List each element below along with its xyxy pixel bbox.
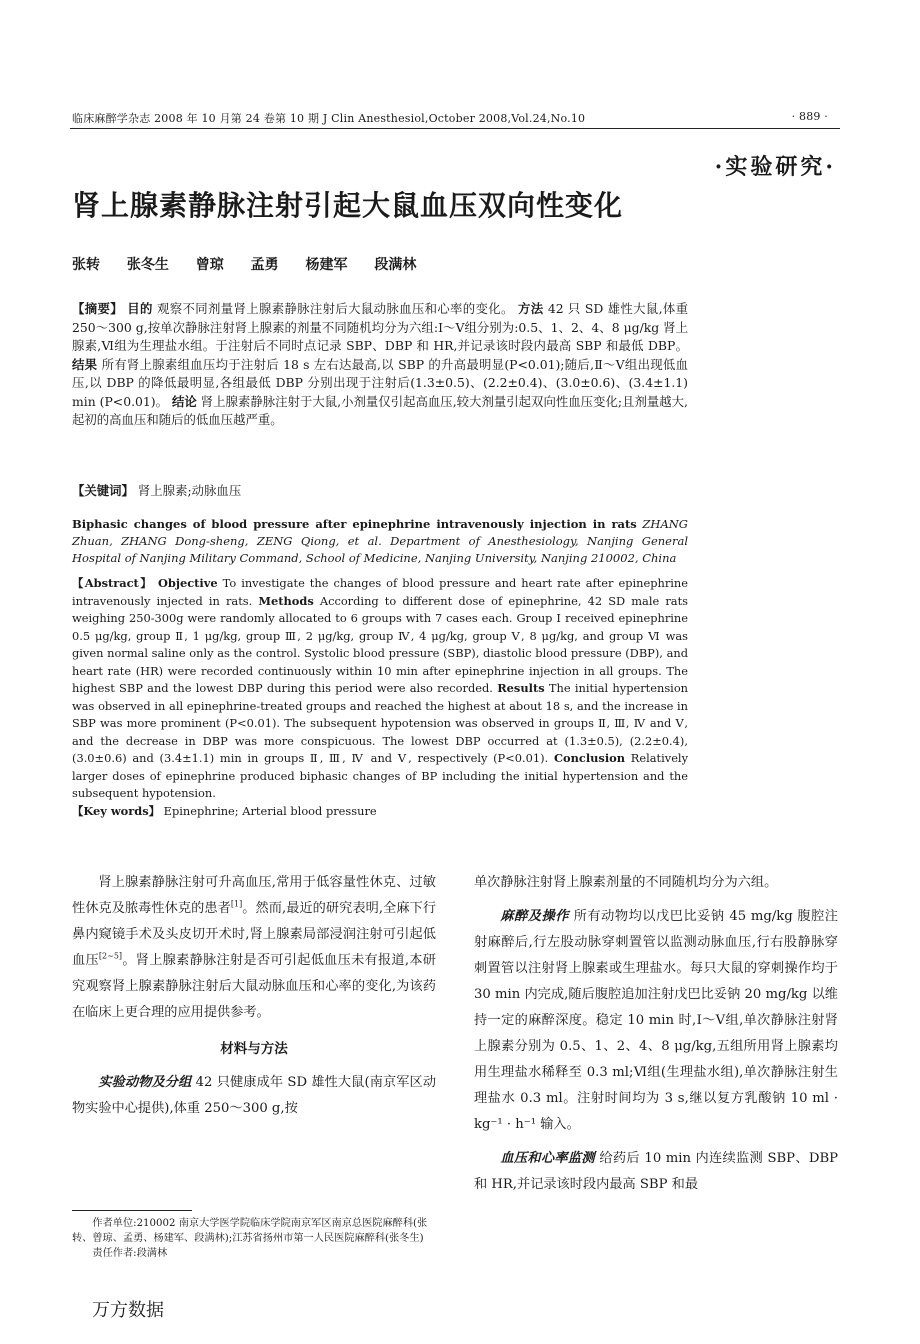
bp-monitoring-label: 血压和心率监测 bbox=[500, 1151, 595, 1166]
english-abstract bbox=[72, 575, 688, 820]
database-watermark: 万方数据 bbox=[92, 1300, 164, 1321]
method-text: 42 只 SD 雄性大鼠,体重 250～300 g,按单次静脉注射肾上腺素的剂量不同随机均分为六组:Ⅰ～Ⅴ组分别为:0.5、1、2、4、8 μg/kg 肾上腺素,Ⅵ组为生理盐水组。于注射后不同时点记录 SBP、DBP 和 HR,并记录该时段内最高 SBP 和最低 DBP。 bbox=[72, 301, 688, 353]
methods-text: According to different dose of epinephrine, 42 SD male rats weighing 250-300g were randomly allocated to 6 groups with 7 cases each. Group Ⅰ received epinephrine 0.5 μg/kg, group Ⅱ, 1 μg/kg, group Ⅲ, 2 μg/kg, group Ⅳ, 4 μg/kg, group Ⅴ, 8 μg/kg, and group Ⅵ was given normal saline only as the control. Systolic blood pressure (SBP), diastolic blood pressure (DBP), and heart rate (HR) were recorded continuously within 10 min after epinephrine injection in all groups. The highest SBP and the lowest DBP during this period were also recorded. bbox=[72, 593, 688, 695]
animals-paragraph: 实验动物及分组 42 只健康成年 SD 雄性大鼠(南京军区动物实验中心提供),体重 250～300 g,按 bbox=[72, 1075, 437, 1116]
author-name: 曾琼 bbox=[195, 257, 224, 273]
english-title: Biphasic changes of blood pressure after epinephrine intravenously injection in rats bbox=[72, 517, 637, 531]
page-number: · 889 · bbox=[791, 110, 828, 123]
intro-paragraph: 肾上腺素静脉注射可升高血压,常用于低容量性休克、过敏性休克及脓毒性休克的患者[1]。然而,最近的研究表明,全麻下行鼻内窥镜手术及头皮切开术时,肾上腺素局部浸润注射可引起低血压[2~5]。肾上腺素静脉注射是否可引起低血压未有报道,本研究观察肾上腺素静脉注射后大鼠动脉血压和心率的变化,为该药在临床上更合理的应用提供参考。 bbox=[72, 875, 437, 1020]
anesthesia-paragraph: 麻醉及操作 所有动物均以戊巴比妥钠 45 mg/kg 腹腔注射麻醉后,行左股动脉穿刺置管以监测动脉血压,行右股静脉穿刺置管以注射肾上腺素或生理盐水。每只大鼠的穿刺操作均于 30 min 内完成,随后腹腔追加注射戊巴比妥钠 20 mg/kg 以维持一定的麻醉深度。稳定 10 min 时,Ⅰ～Ⅴ组,单次静脉注射肾上腺素分别为 0.5、1、2、4、8 μg/kg,五组所用肾上腺素均用生理盐水稀释至 0.3 ml;Ⅵ组(生理盐水组),单次静脉注射生理盐水 0.3 ml。注射时间均为 3 s,继以复方乳酸钠 10 ml · kg⁻¹ · h⁻¹ 输入。 bbox=[474, 909, 838, 1132]
keywords-text: Epinephrine; Arterial blood pressure bbox=[163, 803, 377, 818]
animals-label: 实验动物及分组 bbox=[98, 1075, 192, 1090]
body-right-column bbox=[474, 870, 838, 1198]
anesthesia-label: 麻醉及操作 bbox=[500, 909, 569, 924]
body-left-column bbox=[72, 870, 436, 1122]
conclusion-label: 结论 bbox=[171, 393, 197, 409]
author-name: 段满林 bbox=[374, 257, 417, 273]
english-authors-affiliation: ZHANG Zhuan, ZHANG Dong-sheng, ZENG Qiong, et al. Department of Anesthesiology, Nanjing General Hospital of Nanjing Military Command, School of Medicine, Nanjing University, Nanjing 210002, China bbox=[72, 517, 688, 565]
reference-citation: [2~5] bbox=[98, 951, 123, 961]
results-label: Results bbox=[497, 681, 545, 695]
conclusion-text: 肾上腺素静脉注射于大鼠,小剂量仅引起高血压,较大剂量引起双向性血压变化;且剂量越大,起初的高血压和随后的低血压越严重。 bbox=[72, 393, 688, 427]
results-text: The initial hypertension was observed in all epinephrine-treated groups and reached the highest at about 18 s, and the increase in SBP was more prominent (P<0.01). The subsequent hypotension was observed in groups Ⅱ, Ⅲ, Ⅳ and Ⅴ, and the decrease in DBP was more conspicuous. The lowest DBP occurred at (1.3±0.5), (2.2±0.4), (3.0±0.6) and (3.4±1.1) min in groups Ⅱ, Ⅲ, Ⅳ and Ⅴ, respectively (P<0.01). bbox=[72, 681, 689, 765]
keywords-label: 【Key words】 bbox=[72, 803, 161, 818]
footnote bbox=[72, 1216, 440, 1261]
objective-text: 观察不同剂量肾上腺素静脉注射后大鼠动脉血压和心率的变化。 bbox=[157, 301, 514, 316]
author-list bbox=[72, 254, 438, 274]
chinese-keywords bbox=[72, 482, 688, 501]
abstract-label: 【摘要】 bbox=[72, 301, 123, 316]
author-name: 张转 bbox=[72, 257, 100, 273]
corresponding-author: 责任作者:段满林 bbox=[92, 1248, 168, 1259]
author-name: 杨建军 bbox=[305, 257, 348, 273]
article-title: 肾上腺素静脉注射引起大鼠血压双向性变化 bbox=[72, 189, 624, 222]
method-label: 方法 bbox=[518, 301, 544, 316]
conclusion-label: Conclusion bbox=[553, 751, 626, 765]
bp-monitoring-paragraph: 血压和心率监测 给药后 10 min 内连续监测 SBP、DBP 和 HR,并记录该时段内最高 SBP 和最 bbox=[474, 1151, 839, 1192]
objective-label: Objective bbox=[157, 576, 218, 590]
section-label: ·实验研究· bbox=[714, 154, 836, 180]
footnote-rule bbox=[72, 1210, 192, 1211]
objective-label: 目的 bbox=[127, 301, 153, 316]
author-name: 孟勇 bbox=[250, 257, 279, 273]
english-title-block bbox=[72, 516, 688, 567]
author-affiliation: 作者单位:210002 南京大学医学院临床学院南京军区南京总医院麻醉科(张转、曾琼、孟勇、杨建军、段满林);江苏省扬州市第一人民医院麻醉科(张冬生) bbox=[72, 1218, 428, 1244]
author-name: 张冬生 bbox=[126, 257, 169, 273]
continued-paragraph: 单次静脉注射肾上腺素剂量的不同随机均分为六组。 bbox=[474, 875, 778, 890]
methods-heading: 材料与方法 bbox=[220, 1041, 288, 1057]
keywords-label: 【关键词】 bbox=[72, 483, 134, 498]
conclusion-text: Relatively larger doses of epinephrine produced biphasic changes of BP including the initial hypertension and the subsequent hypotension. bbox=[72, 751, 689, 800]
methods-label: Methods bbox=[258, 593, 314, 608]
objective-text: To investigate the changes of blood pressure and heart rate after epinephrine intravenously injected in rats. bbox=[72, 576, 689, 608]
header-rule bbox=[70, 128, 840, 129]
running-header-journal: 临床麻醉学杂志 2008 年 10 月第 24 卷第 10 期 J Clin Anesthesiol,October 2008,Vol.24,No.10 bbox=[72, 112, 586, 125]
abstract-label: 【Abstract】 bbox=[72, 576, 153, 590]
result-label: 结果 bbox=[72, 356, 98, 372]
keywords-text: 肾上腺素;动脉血压 bbox=[137, 483, 242, 498]
reference-citation: [1] bbox=[230, 899, 243, 909]
result-text: 所有肾上腺素组血压均于注射后 18 s 左右达最高,以 SBP 的升高最明显(P<0.01);随后,Ⅱ～Ⅴ组出现低血压,以 DBP 的降低最明显,各组最低 DBP 分别出现于注射后(1.3±0.5)、(2.2±0.4)、(3.0±0.6)、(3.4±1.1) min (P<0.01)。 bbox=[72, 356, 688, 409]
chinese-abstract bbox=[72, 300, 688, 430]
